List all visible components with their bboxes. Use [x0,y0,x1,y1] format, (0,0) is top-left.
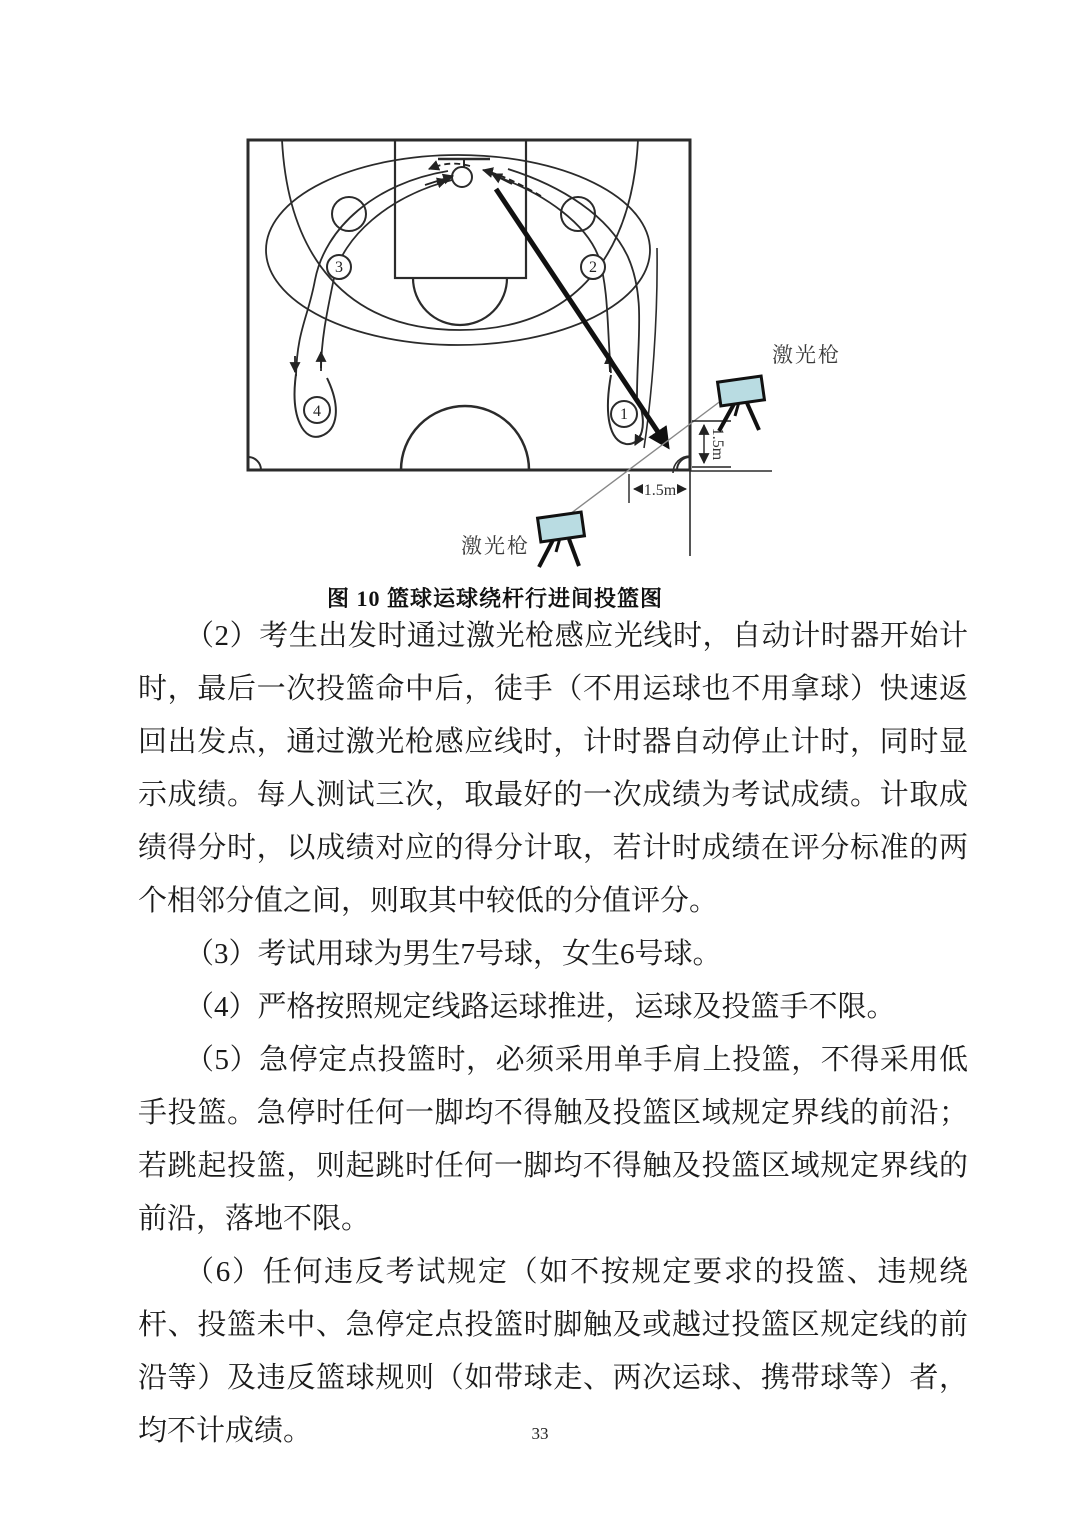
laser-gun-body [538,512,585,542]
paragraph-rule-4: （4）严格按照规定线路运球推进，运球及投篮手不限。 [184,991,896,1023]
basketball-court-figure [228,128,880,580]
figure-caption: 图 10 篮球运球绕杆行进间投篮图 [326,586,663,611]
court-lines [248,140,772,556]
court-diagram [228,128,880,580]
corner-arc-left [248,457,261,470]
laser-gun-top-label: 激光枪 [772,343,841,367]
dim-horizontal-label: 1.5m [643,482,677,499]
paragraph-rule-6: （6）任何违反考试规定（如不按规定要求的投篮、违规绕杆、投篮未中、急停定点投篮时脚触及或越过投篮区规定线的前沿等）及违反篮球规则（如带球走、两次运球、携带球等）者，均不计成绩。 [138,1256,968,1447]
paragraph-rule-3: （3）考试用球为男生7号球，女生6号球。 [184,938,722,970]
laser-gun-top [718,376,765,431]
laser-gun-bottom-label: 激光枪 [461,534,530,558]
laser-gun-bottom [538,512,585,567]
dribble-path-right-outer [508,169,639,397]
paragraph-rule-5: （5）急停定点投篮时，必须采用单手肩上投篮，不得采用低手投篮。急停时任何一脚均不得触及投篮区域规定界线的前沿；若跳起投篮，则起跳时任何一脚均不得触及投篮区域规定界线的前沿，落地不限。 [138,1044,968,1235]
loop1-exit-arrow [635,434,641,445]
station-label-4: 4 [313,403,321,420]
tripod-leg [569,539,579,566]
dribble-path-loop [266,155,650,345]
pole-marker-left [332,197,366,231]
corner-arc-right [677,457,690,470]
page-number: 33 [531,1424,549,1443]
dim-vertical-label: 1.5m [709,427,726,461]
laser-gun-body [718,376,765,406]
body-text [138,610,968,1458]
station-label-3: 3 [335,259,343,276]
half-court-arc [401,406,529,470]
path-arrows [295,164,641,445]
basket-rim [452,167,472,187]
station-label-1: 1 [620,406,628,423]
free-throw-arc [413,278,507,325]
station-label-2: 2 [589,259,597,276]
tripod-leg [747,403,759,430]
dribble-path-left-outer [296,171,448,376]
return-run-arrow [496,189,666,444]
paragraph-rule-2: （2）考生出发时通过激光枪感应光线时，自动计时器开始计时，最后一次投篮命中后，徒手（不用运球也不用拿球）快速返回出发点，通过激光枪感应线时，计时器自动停止计时，同时显示成绩。每人测试三次，取最好的一次成绩为考试成绩。计取成绩得分时，以成绩对应的得分计取，若计时成绩在评分标准的两个相邻分值之间，则取其中较低的分值评分。 [138,620,968,917]
tripod-leg [539,540,553,567]
